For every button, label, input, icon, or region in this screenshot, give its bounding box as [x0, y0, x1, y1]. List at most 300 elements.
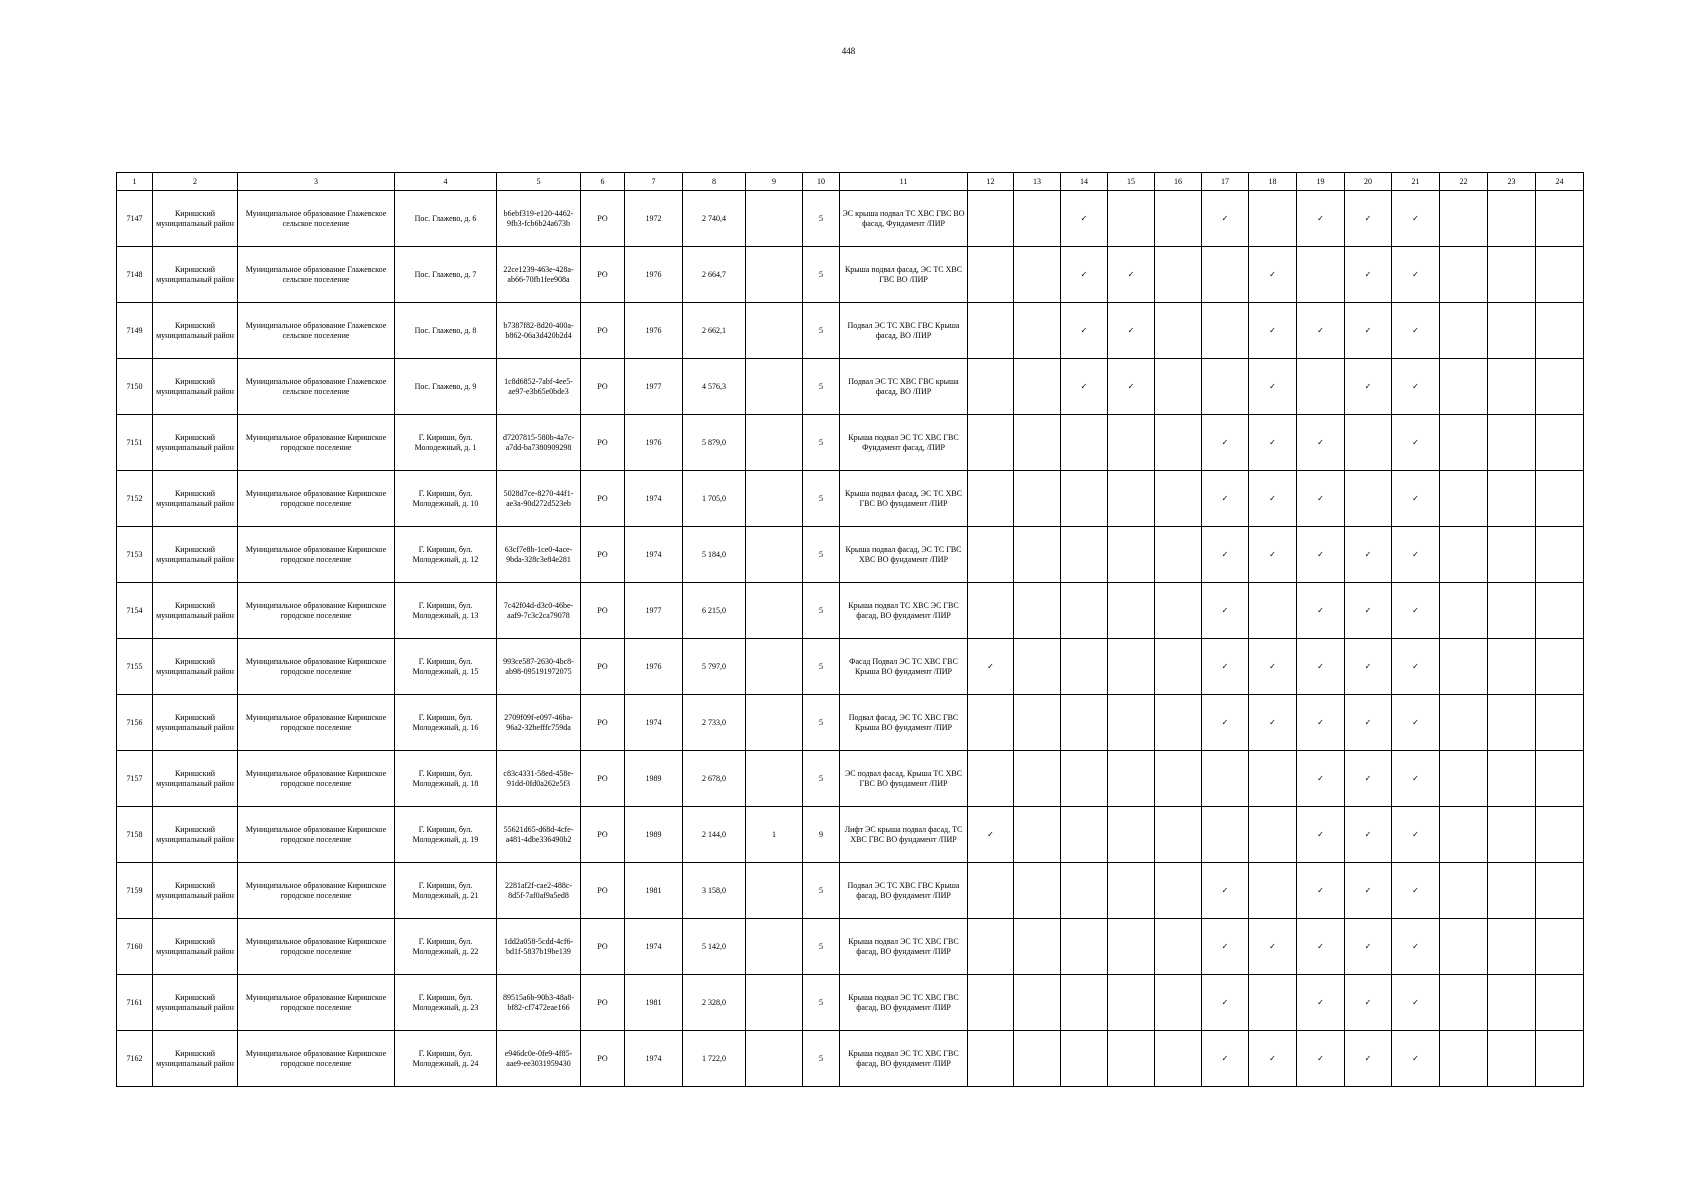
col9-cell [746, 191, 803, 247]
col9-cell [746, 695, 803, 751]
col12-cell [968, 359, 1014, 415]
floors-cell: 5 [803, 191, 840, 247]
check-icon: ✓ [1392, 247, 1440, 303]
col16-cell [1155, 583, 1202, 639]
col23-cell [1488, 191, 1536, 247]
col13-cell [1014, 863, 1061, 919]
col15-cell [1108, 639, 1155, 695]
col16-cell [1155, 975, 1202, 1031]
col16-cell [1155, 807, 1202, 863]
address-cell: Пос. Глажево, д. 6 [395, 191, 497, 247]
col23-cell [1488, 583, 1536, 639]
col12-cell [968, 415, 1014, 471]
district-cell: Киришский муниципальный район [153, 1031, 238, 1087]
guid-cell: 7c42f04d-d3c0-46be-aaf9-7c3c2ca79078 [497, 583, 581, 639]
district-cell: Киришский муниципальный район [153, 527, 238, 583]
col17-cell [1202, 751, 1249, 807]
col9-cell [746, 1031, 803, 1087]
guid-cell: 1dd2a058-5cdd-4cf6-bd1f-5837b19be139 [497, 919, 581, 975]
check-icon: ✓ [1202, 191, 1249, 247]
floors-cell: 5 [803, 863, 840, 919]
municipality-cell: Муниципальное образование Киришское городское поселение [238, 807, 395, 863]
col22-cell [1440, 303, 1488, 359]
guid-cell: 22ce1239-463e-428a-ab66-70fb1fee908a [497, 247, 581, 303]
address-cell: Г. Кириши, бул. Молодежный, д. 21 [395, 863, 497, 919]
col24-cell [1536, 303, 1584, 359]
works-cell: Подвал ЭС ТС ХВС ГВС Крыша фасад, ВО фундамент /ПИР [840, 863, 968, 919]
check-icon: ✓ [1061, 303, 1108, 359]
col13-cell [1014, 415, 1061, 471]
col24-cell [1536, 807, 1584, 863]
col16-cell [1155, 247, 1202, 303]
col9-cell [746, 415, 803, 471]
col9-cell [746, 919, 803, 975]
row-number: 7160 [117, 919, 153, 975]
floors-cell: 5 [803, 471, 840, 527]
col23-cell [1488, 807, 1536, 863]
col24-cell [1536, 1031, 1584, 1087]
col24-cell [1536, 695, 1584, 751]
address-cell: Г. Кириши, бул. Молодежный, д. 22 [395, 919, 497, 975]
district-cell: Киришский муниципальный район [153, 247, 238, 303]
row-number: 7162 [117, 1031, 153, 1087]
year-cell: 1974 [625, 695, 683, 751]
row-number: 7161 [117, 975, 153, 1031]
col15-cell [1108, 583, 1155, 639]
address-cell: Пос. Глажево, д. 7 [395, 247, 497, 303]
guid-cell: b6ebf319-e120-4462-9fb3-fcb6b24a673b [497, 191, 581, 247]
floors-cell: 5 [803, 303, 840, 359]
col14-cell [1061, 807, 1108, 863]
type-cell: РО [581, 751, 625, 807]
check-icon: ✓ [1392, 919, 1440, 975]
col22-cell [1440, 415, 1488, 471]
column-number-1: 1 [117, 173, 153, 191]
column-number-17: 17 [1202, 173, 1249, 191]
works-cell: Крыша подвал фасад, ЭС ТС ХВС ГВС ВО /ПИР [840, 247, 968, 303]
check-icon: ✓ [1061, 247, 1108, 303]
column-number-20: 20 [1345, 173, 1392, 191]
col9-cell [746, 975, 803, 1031]
address-cell: Г. Кириши, бул. Молодежный, д. 16 [395, 695, 497, 751]
col16-cell [1155, 919, 1202, 975]
col13-cell [1014, 527, 1061, 583]
col13-cell [1014, 1031, 1061, 1087]
col16-cell [1155, 359, 1202, 415]
column-number-5: 5 [497, 173, 581, 191]
year-cell: 1976 [625, 247, 683, 303]
type-cell: РО [581, 247, 625, 303]
check-icon: ✓ [1297, 751, 1345, 807]
type-cell: РО [581, 191, 625, 247]
table-row [117, 639, 1584, 695]
check-icon: ✓ [1392, 359, 1440, 415]
col24-cell [1536, 583, 1584, 639]
col9-cell [746, 751, 803, 807]
works-cell: Крыша подвал фасад, ЭС ТС ХВС ГВС ВО фундамент /ПИР [840, 471, 968, 527]
check-icon: ✓ [1392, 863, 1440, 919]
check-icon: ✓ [1345, 751, 1392, 807]
col20-cell [1345, 415, 1392, 471]
column-number-11: 11 [840, 173, 968, 191]
year-cell: 1977 [625, 359, 683, 415]
year-cell: 1974 [625, 471, 683, 527]
check-icon: ✓ [1345, 695, 1392, 751]
area-cell: 5 797,0 [683, 639, 746, 695]
col23-cell [1488, 303, 1536, 359]
check-icon: ✓ [1392, 695, 1440, 751]
year-cell: 1989 [625, 751, 683, 807]
row-number: 7155 [117, 639, 153, 695]
table-row [117, 303, 1584, 359]
type-cell: РО [581, 863, 625, 919]
col14-cell [1061, 583, 1108, 639]
col15-cell [1108, 191, 1155, 247]
col14-cell [1061, 1031, 1108, 1087]
guid-cell: d7207815-580b-4a7c-a7dd-ba7380909298 [497, 415, 581, 471]
check-icon: ✓ [968, 639, 1014, 695]
works-cell: ЭС подвал фасад, Крыша ТС ХВС ГВС ВО фундамент /ПИР [840, 751, 968, 807]
column-number-21: 21 [1392, 173, 1440, 191]
type-cell: РО [581, 415, 625, 471]
row-number: 7153 [117, 527, 153, 583]
col24-cell [1536, 751, 1584, 807]
check-icon: ✓ [1108, 359, 1155, 415]
check-icon: ✓ [1249, 919, 1297, 975]
col13-cell [1014, 639, 1061, 695]
check-icon: ✓ [1202, 639, 1249, 695]
year-cell: 1974 [625, 1031, 683, 1087]
check-icon: ✓ [1297, 527, 1345, 583]
type-cell: РО [581, 359, 625, 415]
area-cell: 1 722,0 [683, 1031, 746, 1087]
col16-cell [1155, 639, 1202, 695]
floors-cell: 5 [803, 247, 840, 303]
col9-cell [746, 527, 803, 583]
floors-cell: 5 [803, 919, 840, 975]
col22-cell [1440, 247, 1488, 303]
area-cell: 5 142,0 [683, 919, 746, 975]
col22-cell [1440, 359, 1488, 415]
check-icon: ✓ [1392, 583, 1440, 639]
table-body [117, 191, 1584, 1087]
works-cell: Подвал ЭС ТС ХВС ГВС крыша фасад, ВО /ПИР [840, 359, 968, 415]
address-cell: Г. Кириши, бул. Молодежный, д. 15 [395, 639, 497, 695]
column-number-2: 2 [153, 173, 238, 191]
floors-cell: 5 [803, 1031, 840, 1087]
check-icon: ✓ [1345, 639, 1392, 695]
year-cell: 1972 [625, 191, 683, 247]
check-icon: ✓ [1202, 527, 1249, 583]
check-icon: ✓ [1249, 527, 1297, 583]
col24-cell [1536, 863, 1584, 919]
col13-cell [1014, 807, 1061, 863]
column-number-7: 7 [625, 173, 683, 191]
col9-cell [746, 359, 803, 415]
check-icon: ✓ [1297, 583, 1345, 639]
year-cell: 1989 [625, 807, 683, 863]
check-icon: ✓ [1392, 751, 1440, 807]
floors-cell: 5 [803, 695, 840, 751]
area-cell: 2 664,7 [683, 247, 746, 303]
type-cell: РО [581, 1031, 625, 1087]
address-cell: Г. Кириши, бул. Молодежный, д. 1 [395, 415, 497, 471]
guid-cell: 2709f09f-e097-46ba-96a2-32befffc759da [497, 695, 581, 751]
check-icon: ✓ [1392, 471, 1440, 527]
address-cell: Г. Кириши, бул. Молодежный, д. 13 [395, 583, 497, 639]
col9-cell [746, 583, 803, 639]
check-icon: ✓ [1061, 191, 1108, 247]
col13-cell [1014, 303, 1061, 359]
col14-cell [1061, 527, 1108, 583]
type-cell: РО [581, 807, 625, 863]
col18-cell [1249, 583, 1297, 639]
col19-cell [1297, 359, 1345, 415]
check-icon: ✓ [1392, 191, 1440, 247]
col22-cell [1440, 1031, 1488, 1087]
area-cell: 4 576,3 [683, 359, 746, 415]
guid-cell: 5028d7ce-8270-44f1-ae3a-90d272d523eb [497, 471, 581, 527]
check-icon: ✓ [1345, 863, 1392, 919]
works-cell: Лифт ЭС крыша подвал фасад, ТС ХВС ГВС ВО фундамент /ПИР [840, 807, 968, 863]
column-number-9: 9 [746, 173, 803, 191]
check-icon: ✓ [1249, 639, 1297, 695]
col18-cell [1249, 751, 1297, 807]
municipality-cell: Муниципальное образование Киришское городское поселение [238, 639, 395, 695]
guid-cell: e946dc0e-0fe9-4f85-aae9-ee3031959430 [497, 1031, 581, 1087]
check-icon: ✓ [1392, 639, 1440, 695]
year-cell: 1974 [625, 527, 683, 583]
col13-cell [1014, 583, 1061, 639]
table-row [117, 975, 1584, 1031]
col16-cell [1155, 415, 1202, 471]
col22-cell [1440, 527, 1488, 583]
check-icon: ✓ [1345, 919, 1392, 975]
col23-cell [1488, 1031, 1536, 1087]
works-cell: Крыша подвал ЭС ТС ХВС ГВС Фундамент фасад, /ПИР [840, 415, 968, 471]
col9-cell: 1 [746, 807, 803, 863]
col24-cell [1536, 359, 1584, 415]
district-cell: Киришский муниципальный район [153, 695, 238, 751]
check-icon: ✓ [1297, 639, 1345, 695]
col14-cell [1061, 863, 1108, 919]
guid-cell: b7387f82-8d20-400a-b862-06a3d420b2d4 [497, 303, 581, 359]
area-cell: 6 215,0 [683, 583, 746, 639]
col12-cell [968, 303, 1014, 359]
column-number-14: 14 [1061, 173, 1108, 191]
col12-cell [968, 863, 1014, 919]
col15-cell [1108, 807, 1155, 863]
guid-cell: 63cf7e8b-1ce0-4ace-9bda-328c3e84e281 [497, 527, 581, 583]
check-icon: ✓ [1202, 583, 1249, 639]
floors-cell: 5 [803, 527, 840, 583]
works-cell: Крыша подвал ЭС ТС ХВС ГВС фасад, ВО фундамент /ПИР [840, 975, 968, 1031]
year-cell: 1976 [625, 639, 683, 695]
col12-cell [968, 1031, 1014, 1087]
check-icon: ✓ [1345, 303, 1392, 359]
check-icon: ✓ [1202, 695, 1249, 751]
col24-cell [1536, 975, 1584, 1031]
col22-cell [1440, 583, 1488, 639]
municipality-cell: Муниципальное образование Киришское городское поселение [238, 527, 395, 583]
row-number: 7152 [117, 471, 153, 527]
col16-cell [1155, 863, 1202, 919]
col16-cell [1155, 751, 1202, 807]
check-icon: ✓ [1392, 527, 1440, 583]
municipality-cell: Муниципальное образование Киришское городское поселение [238, 583, 395, 639]
col22-cell [1440, 975, 1488, 1031]
check-icon: ✓ [1202, 919, 1249, 975]
col13-cell [1014, 751, 1061, 807]
col15-cell [1108, 1031, 1155, 1087]
col15-cell [1108, 695, 1155, 751]
column-number-10: 10 [803, 173, 840, 191]
col22-cell [1440, 471, 1488, 527]
address-cell: Г. Кириши, бул. Молодежный, д. 19 [395, 807, 497, 863]
col23-cell [1488, 863, 1536, 919]
col24-cell [1536, 191, 1584, 247]
col14-cell [1061, 751, 1108, 807]
page-number: 448 [841, 46, 856, 56]
check-icon: ✓ [1249, 695, 1297, 751]
check-icon: ✓ [1249, 303, 1297, 359]
check-icon: ✓ [1297, 807, 1345, 863]
address-cell: Г. Кириши, бул. Молодежный, д. 24 [395, 1031, 497, 1087]
check-icon: ✓ [1202, 415, 1249, 471]
municipality-cell: Муниципальное образование Глажевское сельское поселение [238, 191, 395, 247]
row-number: 7147 [117, 191, 153, 247]
col22-cell [1440, 751, 1488, 807]
col16-cell [1155, 471, 1202, 527]
check-icon: ✓ [1392, 415, 1440, 471]
year-cell: 1974 [625, 919, 683, 975]
check-icon: ✓ [1249, 359, 1297, 415]
district-cell: Киришский муниципальный район [153, 639, 238, 695]
municipality-cell: Муниципальное образование Киришское городское поселение [238, 415, 395, 471]
district-cell: Киришский муниципальный район [153, 583, 238, 639]
year-cell: 1981 [625, 975, 683, 1031]
check-icon: ✓ [1345, 583, 1392, 639]
col22-cell [1440, 191, 1488, 247]
col13-cell [1014, 471, 1061, 527]
check-icon: ✓ [1297, 303, 1345, 359]
col23-cell [1488, 975, 1536, 1031]
type-cell: РО [581, 527, 625, 583]
municipality-cell: Муниципальное образование Глажевское сельское поселение [238, 303, 395, 359]
check-icon: ✓ [1392, 1031, 1440, 1087]
table-row [117, 471, 1584, 527]
col23-cell [1488, 639, 1536, 695]
floors-cell: 9 [803, 807, 840, 863]
check-icon: ✓ [1345, 527, 1392, 583]
col18-cell [1249, 807, 1297, 863]
floors-cell: 5 [803, 415, 840, 471]
check-icon: ✓ [1297, 975, 1345, 1031]
works-cell: Подвал ЭС ТС ХВС ГВС Крыша фасад, ВО /ПИР [840, 303, 968, 359]
area-cell: 2 733,0 [683, 695, 746, 751]
district-cell: Киришский муниципальный район [153, 919, 238, 975]
check-icon: ✓ [1392, 807, 1440, 863]
check-icon: ✓ [1392, 975, 1440, 1031]
type-cell: РО [581, 583, 625, 639]
area-cell: 5 879,0 [683, 415, 746, 471]
guid-cell: 2281af2f-cae2-488c-8d5f-7af0af9a5ed8 [497, 863, 581, 919]
table-row [117, 863, 1584, 919]
repair-program-table [116, 172, 1584, 1087]
col22-cell [1440, 695, 1488, 751]
col24-cell [1536, 471, 1584, 527]
col9-cell [746, 303, 803, 359]
floors-cell: 5 [803, 975, 840, 1031]
column-number-18: 18 [1249, 173, 1297, 191]
district-cell: Киришский муниципальный район [153, 415, 238, 471]
address-cell: Пос. Глажево, д. 9 [395, 359, 497, 415]
row-number: 7149 [117, 303, 153, 359]
col16-cell [1155, 303, 1202, 359]
col18-cell [1249, 191, 1297, 247]
check-icon: ✓ [1202, 1031, 1249, 1087]
check-icon: ✓ [1202, 975, 1249, 1031]
col20-cell [1345, 471, 1392, 527]
col12-cell [968, 527, 1014, 583]
col12-cell [968, 751, 1014, 807]
guid-cell: c83c4331-58ed-458e-91dd-0fd0a262e5f3 [497, 751, 581, 807]
row-number: 7157 [117, 751, 153, 807]
check-icon: ✓ [1345, 191, 1392, 247]
col16-cell [1155, 527, 1202, 583]
col17-cell [1202, 359, 1249, 415]
district-cell: Киришский муниципальный район [153, 975, 238, 1031]
municipality-cell: Муниципальное образование Киришское городское поселение [238, 751, 395, 807]
row-number: 7150 [117, 359, 153, 415]
col14-cell [1061, 639, 1108, 695]
works-cell: Подвал фасад, ЭС ТС ХВС ГВС Крыша ВО фундамент /ПИР [840, 695, 968, 751]
check-icon: ✓ [1249, 247, 1297, 303]
col23-cell [1488, 751, 1536, 807]
col17-cell [1202, 247, 1249, 303]
guid-cell: 89515a6b-90b3-48a8-bf82-cf7472eae166 [497, 975, 581, 1031]
column-number-6: 6 [581, 173, 625, 191]
type-cell: РО [581, 639, 625, 695]
type-cell: РО [581, 975, 625, 1031]
col14-cell [1061, 695, 1108, 751]
check-icon: ✓ [1249, 1031, 1297, 1087]
district-cell: Киришский муниципальный район [153, 303, 238, 359]
check-icon: ✓ [1345, 247, 1392, 303]
works-cell: Крыша подвал ТС ХВС ЭС ГВС фасад, ВО фундамент /ПИР [840, 583, 968, 639]
check-icon: ✓ [1202, 471, 1249, 527]
area-cell: 2 678,0 [683, 751, 746, 807]
area-cell: 2 144,0 [683, 807, 746, 863]
type-cell: РО [581, 303, 625, 359]
guid-cell: 55621d65-d68d-4cfe-a481-4dbe336490b2 [497, 807, 581, 863]
year-cell: 1976 [625, 415, 683, 471]
check-icon: ✓ [1297, 919, 1345, 975]
type-cell: РО [581, 471, 625, 527]
works-cell: Крыша подвал фасад, ЭС ТС ГВС ХВС ВО фундамент /ПИР [840, 527, 968, 583]
col16-cell [1155, 695, 1202, 751]
col24-cell [1536, 415, 1584, 471]
col9-cell [746, 471, 803, 527]
municipality-cell: Муниципальное образование Киришское городское поселение [238, 975, 395, 1031]
check-icon: ✓ [1061, 359, 1108, 415]
col16-cell [1155, 1031, 1202, 1087]
guid-cell: 1c8d6852-7abf-4ee5-ae97-e3b65e0bde3 [497, 359, 581, 415]
district-cell: Киришский муниципальный район [153, 863, 238, 919]
area-cell: 2 662,1 [683, 303, 746, 359]
col22-cell [1440, 863, 1488, 919]
col9-cell [746, 247, 803, 303]
